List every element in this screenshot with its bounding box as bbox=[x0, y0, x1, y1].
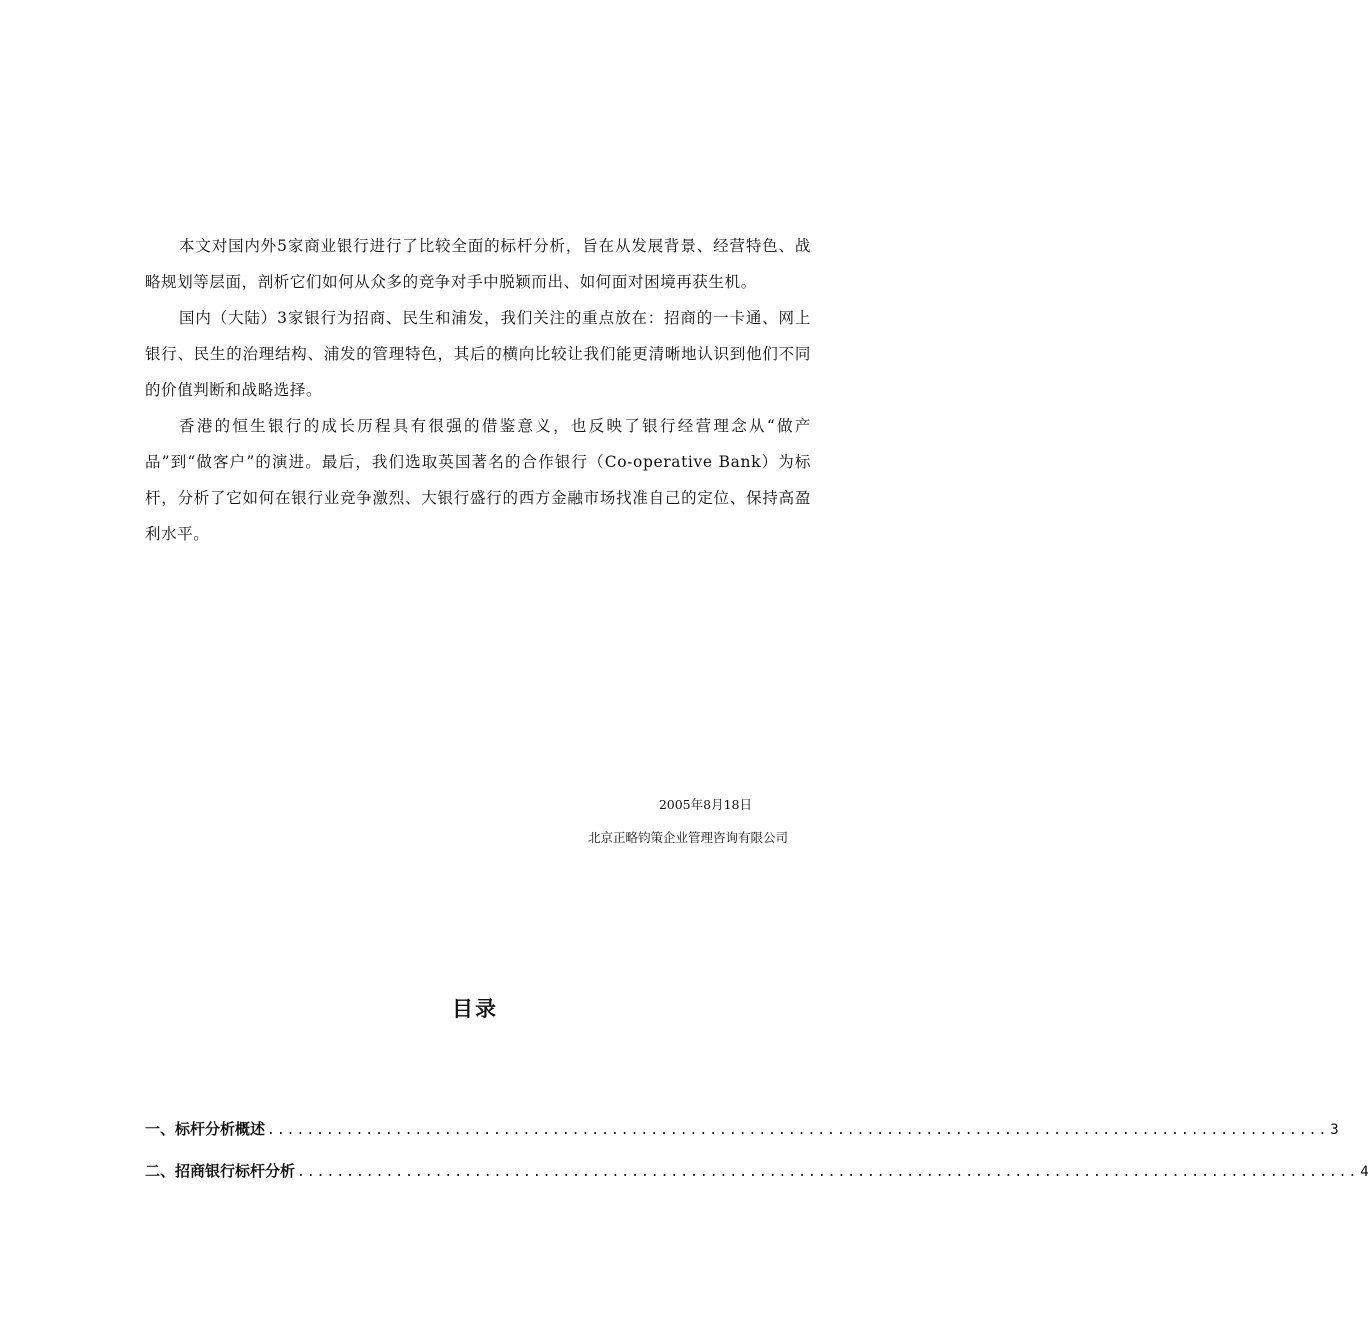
table-of-contents bbox=[145, 1118, 1369, 1202]
toc-entry[interactable] bbox=[145, 1118, 1339, 1160]
signature-block bbox=[388, 788, 788, 854]
toc-entry-page[interactable]: 3 bbox=[1330, 1122, 1339, 1138]
toc-dot-leader: ............................................................................................................ bbox=[267, 1123, 1329, 1138]
signature-company: 北京正略钧策企业管理咨询有限公司 bbox=[587, 830, 788, 845]
toc-entry[interactable] bbox=[145, 1160, 1369, 1202]
intro-paragraph: 国内（大陆）3家银行为招商、民生和浦发，我们关注的重点放在：招商的一卡通、网上银行、民生的治理结构、浦发的管理特色，其后的横向比较让我们能更清晰地认识到他们不同的价值判断和战略选择。 bbox=[145, 309, 811, 399]
signature-date: 2005年8月18日 bbox=[658, 797, 752, 812]
toc-dot-leader: ............................................................................................................ bbox=[297, 1165, 1359, 1180]
toc-entry-label[interactable]: 二、招商银行标杆分析 bbox=[145, 1162, 296, 1180]
toc-title: 目录 bbox=[452, 997, 498, 1021]
intro-paragraph: 本文对国内外5家商业银行进行了比较全面的标杆分析，旨在从发展背景、经营特色、战略规划等层面，剖析它们如何从众多的竞争对手中脱颖而出、如何面对困境再获生机。 bbox=[145, 237, 811, 291]
intro-paragraph: 香港的恒生银行的成长历程具有很强的借鉴意义，也反映了银行经营理念从“做产品”到“做客户”的演进。最后，我们选取英国著名的合作银行（Co-operative Bank）为标杆，分析了它如何在银行业竞争激烈、大银行盛行的西方金融市场找准自己的定位、保持高盈利水平。 bbox=[145, 417, 811, 543]
intro-section bbox=[145, 228, 811, 552]
toc-entry-page[interactable]: 4 bbox=[1360, 1164, 1369, 1180]
toc-entry-label[interactable]: 一、标杆分析概述 bbox=[145, 1120, 266, 1138]
